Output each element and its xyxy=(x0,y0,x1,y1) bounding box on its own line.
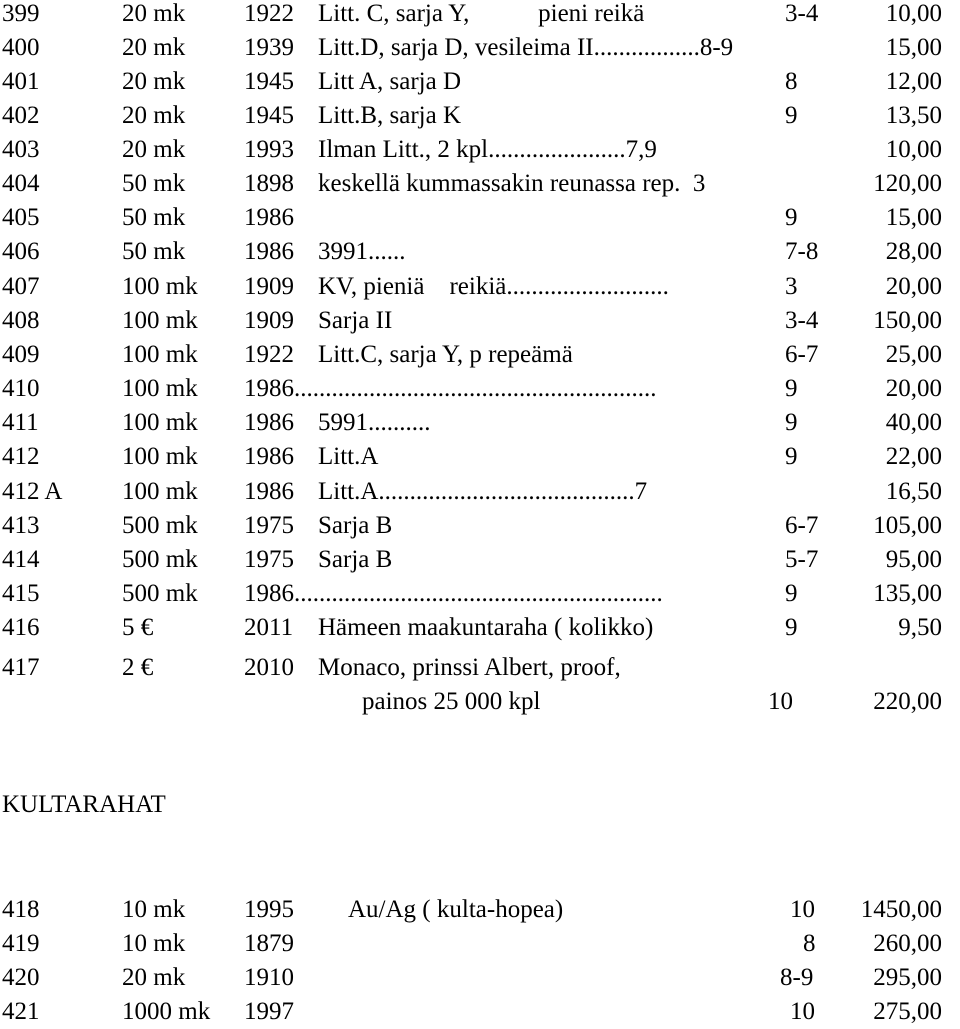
year: 1975 xyxy=(244,546,294,573)
item-number: 414 xyxy=(2,546,40,573)
price: 295,00 xyxy=(873,964,942,991)
description: Sarja B xyxy=(318,546,393,573)
price: 135,00 xyxy=(873,580,942,607)
price: 13,50 xyxy=(885,102,942,129)
price: 220,00 xyxy=(873,688,942,715)
price: 1450,00 xyxy=(860,896,942,923)
item-number: 412 A xyxy=(2,478,63,505)
list-row-402 xyxy=(0,99,960,133)
year: 1986 xyxy=(244,443,294,470)
list-row-414 xyxy=(0,543,960,577)
list-row-411 xyxy=(0,406,960,440)
year: 2010 xyxy=(244,654,294,681)
item-number: 408 xyxy=(2,307,40,334)
year: 1910 xyxy=(244,964,294,991)
condition: 10 xyxy=(790,998,815,1025)
year: 1986.......................................................... xyxy=(244,375,657,402)
description: Litt A, sarja D xyxy=(318,68,462,95)
year: 1945 xyxy=(244,68,294,95)
description: Ilman Litt., 2 kpl......................7,9 xyxy=(318,136,657,163)
denomination: 50 mk xyxy=(122,204,186,231)
item-number: 415 xyxy=(2,580,40,607)
section-heading-kultarahat: KULTARAHAT xyxy=(2,791,166,818)
item-number: 402 xyxy=(2,102,40,129)
year: 1993 xyxy=(244,136,294,163)
list-row-415 xyxy=(0,577,960,611)
list-row-399 xyxy=(0,0,960,31)
condition: 9 xyxy=(785,102,798,129)
item-number: 420 xyxy=(2,964,40,991)
denomination: 100 mk xyxy=(122,273,198,300)
denomination: 20 mk xyxy=(122,136,186,163)
price: 275,00 xyxy=(873,998,942,1025)
year: 1997 xyxy=(244,998,294,1025)
list-row-417-continuation xyxy=(0,685,960,719)
denomination: 5 € xyxy=(122,614,154,641)
item-number: 405 xyxy=(2,204,40,231)
condition: 7-8 xyxy=(785,238,819,265)
denomination: 50 mk xyxy=(122,238,186,265)
price: 22,00 xyxy=(885,443,942,470)
price: 10,00 xyxy=(885,0,942,27)
list-row-403 xyxy=(0,133,960,167)
year: 1986 xyxy=(244,238,294,265)
year: 1995 xyxy=(244,896,294,923)
price: 120,00 xyxy=(873,170,942,197)
year: 1898 xyxy=(244,170,294,197)
denomination: 100 mk xyxy=(122,409,198,436)
list-row-405 xyxy=(0,201,960,235)
description: painos 25 000 kpl xyxy=(362,688,541,715)
price: 150,00 xyxy=(873,307,942,334)
item-number: 406 xyxy=(2,238,40,265)
price: 20,00 xyxy=(885,375,942,402)
description: 3991...... xyxy=(318,238,406,265)
list-row-418 xyxy=(0,893,960,927)
item-number: 421 xyxy=(2,998,40,1025)
list-row-410 xyxy=(0,372,960,406)
condition: 3-4 xyxy=(785,0,819,27)
item-number: 401 xyxy=(2,68,40,95)
year: 1986 xyxy=(244,478,294,505)
description: Hämeen maakuntaraha ( kolikko) xyxy=(318,614,654,641)
denomination: 100 mk xyxy=(122,478,198,505)
denomination: 20 mk xyxy=(122,68,186,95)
condition: 9 xyxy=(785,443,798,470)
year: 1909 xyxy=(244,273,294,300)
description: KV, pieniä reikiä.......................... xyxy=(318,273,669,300)
denomination: 500 mk xyxy=(122,580,198,607)
condition: 10 xyxy=(790,896,815,923)
price: 10,00 xyxy=(885,136,942,163)
condition: 5-7 xyxy=(785,546,819,573)
denomination: 10 mk xyxy=(122,930,186,957)
price: 260,00 xyxy=(873,930,942,957)
item-number: 407 xyxy=(2,273,40,300)
item-number: 404 xyxy=(2,170,40,197)
denomination: 10 mk xyxy=(122,896,186,923)
description: Litt.D, sarja D, vesileima II.................8-9 xyxy=(318,34,734,61)
denomination: 100 mk xyxy=(122,443,198,470)
condition: 9 xyxy=(785,614,798,641)
denomination: 2 € xyxy=(122,654,154,681)
year: 1922 xyxy=(244,0,294,27)
list-row-400 xyxy=(0,31,960,65)
list-row-413 xyxy=(0,509,960,543)
denomination: 1000 mk xyxy=(122,998,211,1025)
item-number: 399 xyxy=(2,0,40,27)
price: 16,50 xyxy=(885,478,942,505)
list-row-412 xyxy=(0,440,960,474)
description: Litt.A.........................................7 xyxy=(318,478,648,505)
condition: 3-4 xyxy=(785,307,819,334)
description: Sarja II xyxy=(318,307,393,334)
denomination: 20 mk xyxy=(122,34,186,61)
list-row-407 xyxy=(0,270,960,304)
description: Litt.C, sarja Y, p repeämä xyxy=(318,341,573,368)
year: 1986 xyxy=(244,409,294,436)
description: Au/Ag ( kulta-hopea) xyxy=(348,896,564,923)
condition: 9 xyxy=(785,375,798,402)
item-number: 411 xyxy=(2,409,39,436)
list-row-412a xyxy=(0,475,960,509)
year: 1909 xyxy=(244,307,294,334)
description: 5991.......... xyxy=(318,409,431,436)
price: 9,50 xyxy=(898,614,942,641)
price: 15,00 xyxy=(885,34,942,61)
condition: 8 xyxy=(803,930,816,957)
denomination: 50 mk xyxy=(122,170,186,197)
list-row-401 xyxy=(0,65,960,99)
denomination: 20 mk xyxy=(122,0,186,27)
item-number: 413 xyxy=(2,512,40,539)
price: 95,00 xyxy=(885,546,942,573)
condition: 3 xyxy=(785,273,798,300)
year: 1922 xyxy=(244,341,294,368)
denomination: 100 mk xyxy=(122,375,198,402)
price: 25,00 xyxy=(885,341,942,368)
denomination: 20 mk xyxy=(122,964,186,991)
list-row-406 xyxy=(0,235,960,269)
item-number: 416 xyxy=(2,614,40,641)
description: Litt.A xyxy=(318,443,379,470)
item-number: 418 xyxy=(2,896,40,923)
condition: 8 xyxy=(785,68,798,95)
price: 15,00 xyxy=(885,204,942,231)
price: 40,00 xyxy=(885,409,942,436)
description: Litt. C, sarja Y, pieni reikä xyxy=(318,0,645,27)
year: 1945 xyxy=(244,102,294,129)
description: Monaco, prinssi Albert, proof, xyxy=(318,654,621,681)
year: 1939 xyxy=(244,34,294,61)
item-number: 403 xyxy=(2,136,40,163)
description: Sarja B xyxy=(318,512,393,539)
condition: 9 xyxy=(785,580,798,607)
item-number: 417 xyxy=(2,654,40,681)
list-row-417 xyxy=(0,651,960,685)
price: 28,00 xyxy=(885,238,942,265)
list-row-419 xyxy=(0,927,960,961)
year: 1975 xyxy=(244,512,294,539)
condition: 9 xyxy=(785,409,798,436)
price: 12,00 xyxy=(885,68,942,95)
item-number: 412 xyxy=(2,443,40,470)
year: 1879 xyxy=(244,930,294,957)
list-row-420 xyxy=(0,961,960,995)
denomination: 20 mk xyxy=(122,102,186,129)
condition: 9 xyxy=(785,204,798,231)
list-row-421 xyxy=(0,995,960,1029)
description: Litt.B, sarja K xyxy=(318,102,462,129)
year: 1986........................................................... xyxy=(244,580,663,607)
list-row-416 xyxy=(0,611,960,645)
price: 105,00 xyxy=(873,512,942,539)
condition: 8-9 xyxy=(780,964,814,991)
item-number: 419 xyxy=(2,930,40,957)
list-row-404 xyxy=(0,167,960,201)
price: 20,00 xyxy=(885,273,942,300)
condition: 10 xyxy=(768,688,793,715)
item-number: 410 xyxy=(2,375,40,402)
denomination: 100 mk xyxy=(122,307,198,334)
list-row-409 xyxy=(0,338,960,372)
denomination: 500 mk xyxy=(122,512,198,539)
condition: 6-7 xyxy=(785,341,819,368)
description: keskellä kummassakin reunassa rep. 3 xyxy=(318,170,706,197)
denomination: 500 mk xyxy=(122,546,198,573)
list-row-408 xyxy=(0,304,960,338)
year: 2011 xyxy=(244,614,294,641)
item-number: 400 xyxy=(2,34,40,61)
item-number: 409 xyxy=(2,341,40,368)
denomination: 100 mk xyxy=(122,341,198,368)
year: 1986 xyxy=(244,204,294,231)
condition: 6-7 xyxy=(785,512,819,539)
